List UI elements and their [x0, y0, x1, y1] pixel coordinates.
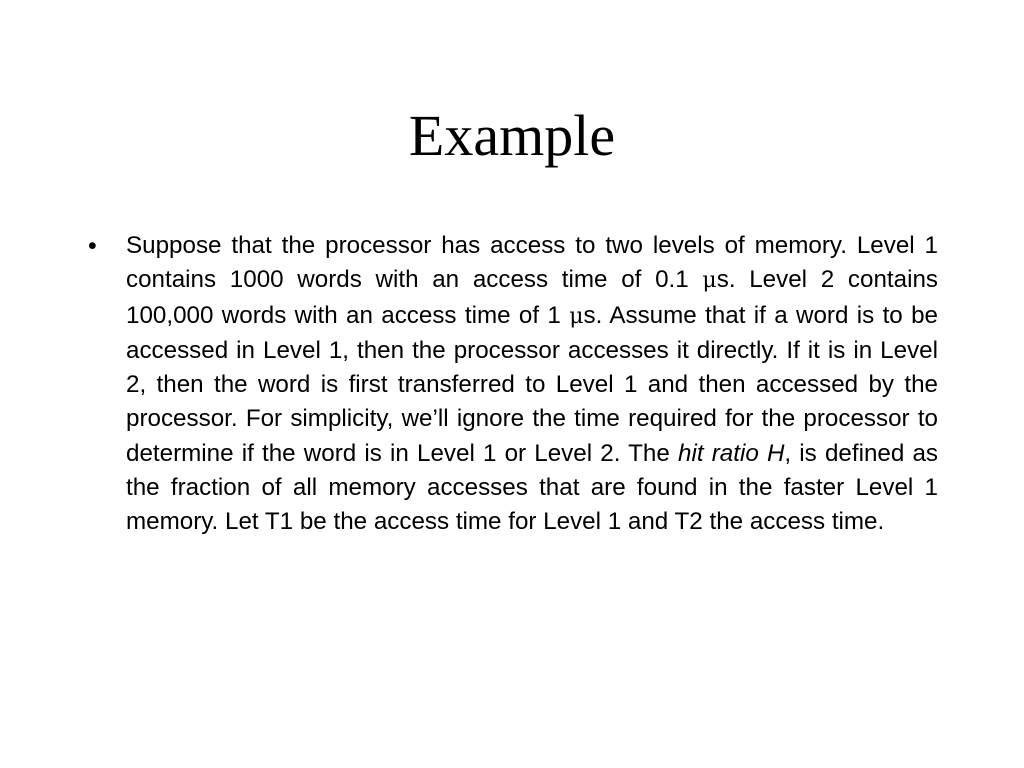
slide-title: Example	[408, 103, 616, 168]
bullet-text	[126, 229, 938, 540]
micro-symbol-1: μ	[702, 268, 717, 294]
hit-ratio-term: hit ratio H	[678, 439, 785, 467]
bullet-marker: •	[88, 232, 97, 260]
text-segment-1: Suppose that the processor has access to two levels of memory. Level 1 contains 1000 words with an access time of 0.1	[126, 232, 938, 294]
text-segment-4: , is defined as the fraction of all memory accesses that are found in the faster Level 1 memory. Let T1 be the access time for Level 1 and T2 the access time.	[126, 439, 939, 536]
bullet-item	[88, 229, 938, 540]
slide-body	[88, 229, 938, 540]
micro-symbol-2: μ	[569, 303, 584, 329]
text-segment-3: s. Assume that if a word is to be accessed in Level 1, then the processor accesses it directly. If it is in Level 2, then the word is first transferred to Level 1 and then accessed by the processor. For simplicity, we’ll ignore the time required for the processor to determine if the word is in Level 1 or Level 2. The	[126, 301, 938, 467]
text-segment-2: s. Level 2 contains 100,000 words with an access time of 1	[126, 266, 938, 329]
